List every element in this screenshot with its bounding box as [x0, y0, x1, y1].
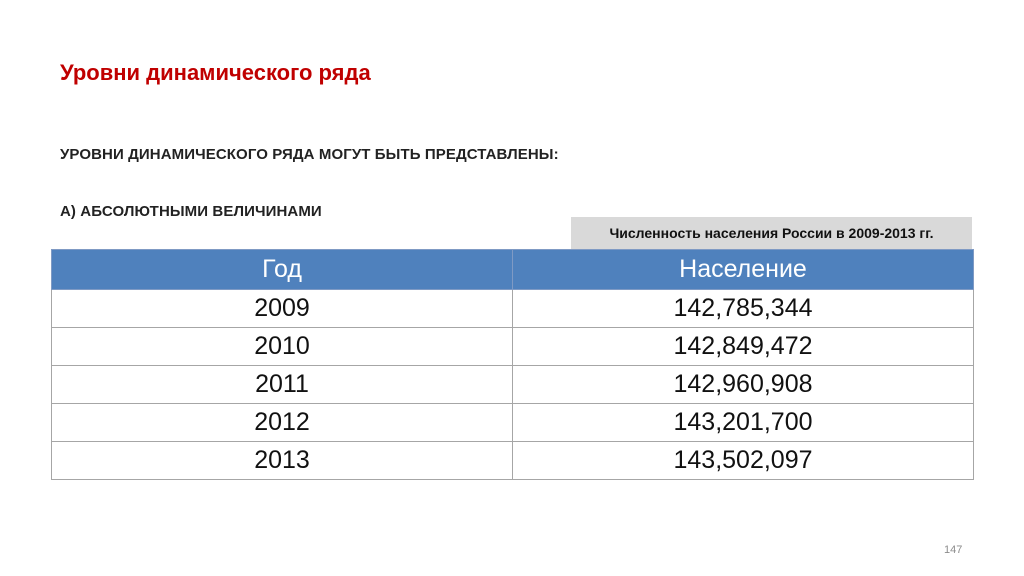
slide-title: Уровни динамического ряда	[60, 60, 371, 85]
table-row	[52, 366, 974, 404]
population-cell: 142,849,472	[513, 328, 974, 366]
table-row	[52, 404, 974, 442]
column-header-population: Население	[513, 250, 974, 290]
table-row	[52, 328, 974, 366]
population-cell: 143,502,097	[513, 442, 974, 480]
population-cell: 142,960,908	[513, 366, 974, 404]
year-cell: 2010	[52, 328, 513, 366]
page-number: 147	[944, 544, 963, 556]
population-cell: 143,201,700	[513, 404, 974, 442]
table-row	[52, 290, 974, 328]
table-header-row	[52, 250, 974, 290]
table-caption: Численность населения России в 2009-2013 гг.	[571, 217, 972, 249]
year-cell: 2011	[52, 366, 513, 404]
year-cell: 2009	[52, 290, 513, 328]
column-header-year: Год	[52, 250, 513, 290]
subheading: УРОВНИ ДИНАМИЧЕСКОГО РЯДА МОГУТ БЫТЬ ПРЕДСТАВЛЕНЫ:	[60, 146, 559, 163]
population-cell: 142,785,344	[513, 290, 974, 328]
year-cell: 2012	[52, 404, 513, 442]
table-row	[52, 442, 974, 480]
year-cell: 2013	[52, 442, 513, 480]
subheading-absolute-values: А) АБСОЛЮТНЫМИ ВЕЛИЧИНАМИ	[60, 203, 322, 220]
population-table	[51, 249, 974, 480]
